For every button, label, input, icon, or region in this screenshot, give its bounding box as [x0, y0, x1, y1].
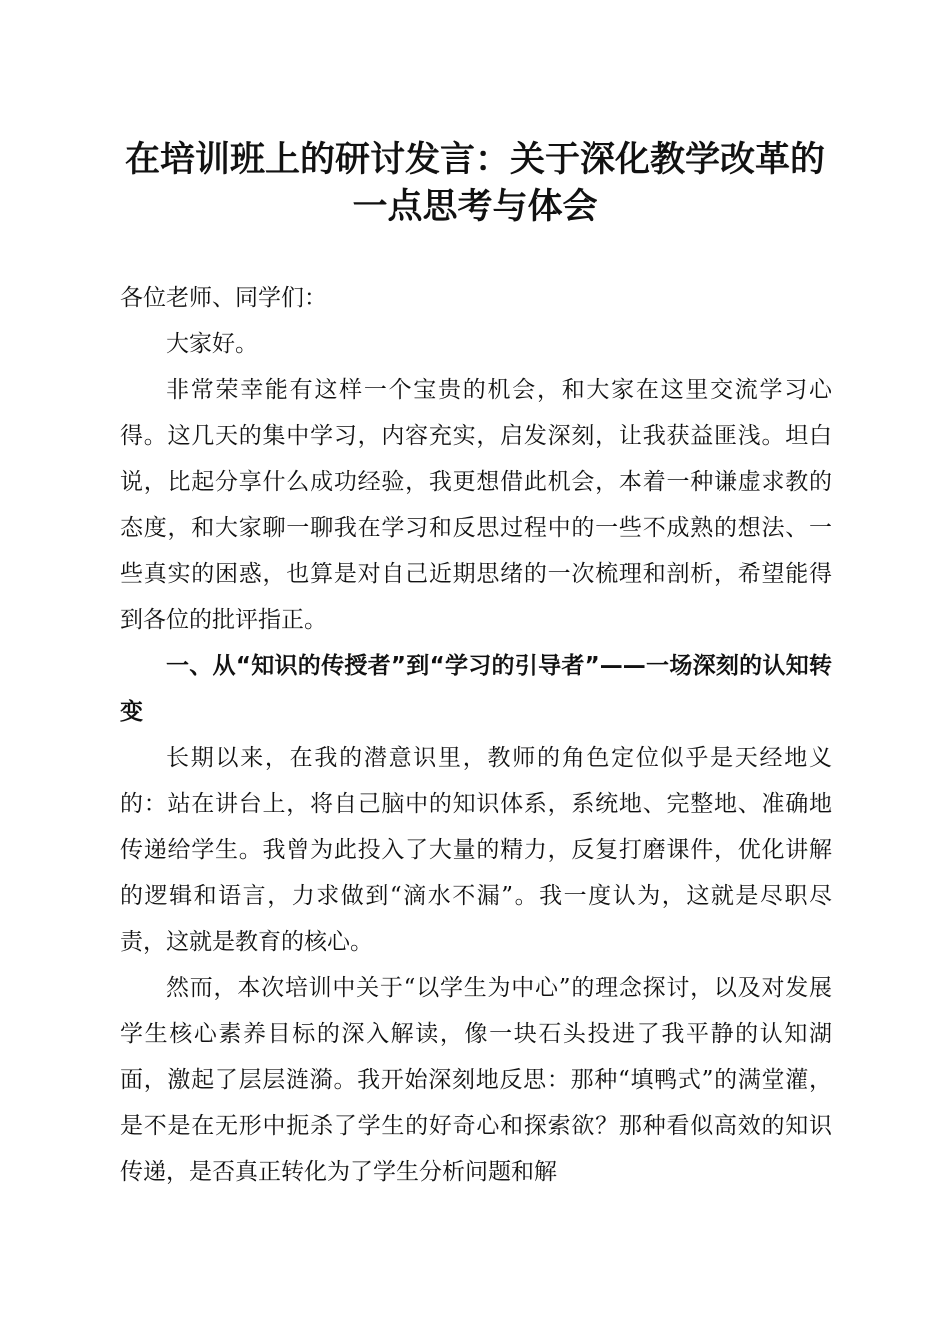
salutation: 各位老师、同学们： — [120, 285, 327, 311]
section-1-paragraph-1: 长期以来，在我的潜意识里，教师的角色定位似乎是天经地义的：站在讲台上，将自己脑中的知识体系，系统地、完整地、准确地传递给学生。我曾为此投入了大量的精力，反复打磨课件，优化讲解的逻辑和语言，力求做到“滴水不漏”。我一度认为，这就是尽职尽责，这就是教育的核心。 — [120, 745, 832, 955]
intro-paragraph: 非常荣幸能有这样一个宝贵的机会，和大家在这里交流学习心得。这几天的集中学习，内容充实，启发深刻，让我获益匪浅。坦白说，比起分享什么成功经验，我更想借此机会，本着一种谦虚求教的态度，和大家聊一聊我在学习和反思过程中的一些不成熟的想法、一些真实的困惑，也算是对自己近期思绪的一次梳理和剖析，希望能得到各位的批评指正。 — [120, 377, 832, 633]
title-line-1: 在培训班上的研讨发言：关于深化教学改革的 — [124, 139, 825, 180]
title-line-2: 一点思考与体会 — [352, 186, 598, 227]
section-1-paragraph-2: 然而，本次培训中关于“以学生为中心”的理念探讨，以及对发展学生核心素养目标的深入解读，像一块石头投进了我平静的认知湖面，激起了层层涟漪。我开始深刻地反思：那种“填鸭式”的满堂灌，是不是在无形中扼杀了学生的好奇心和探索欲？那种看似高效的知识传递，是否真正转化为了学生分析问题和解 — [120, 975, 832, 1185]
document-body — [120, 275, 832, 1195]
document-title — [100, 136, 850, 230]
section-1-heading: 一、从“知识的传授者”到“学习的引导者”——一场深刻的认知转变 — [120, 653, 832, 725]
greeting: 大家好。 — [166, 331, 258, 357]
